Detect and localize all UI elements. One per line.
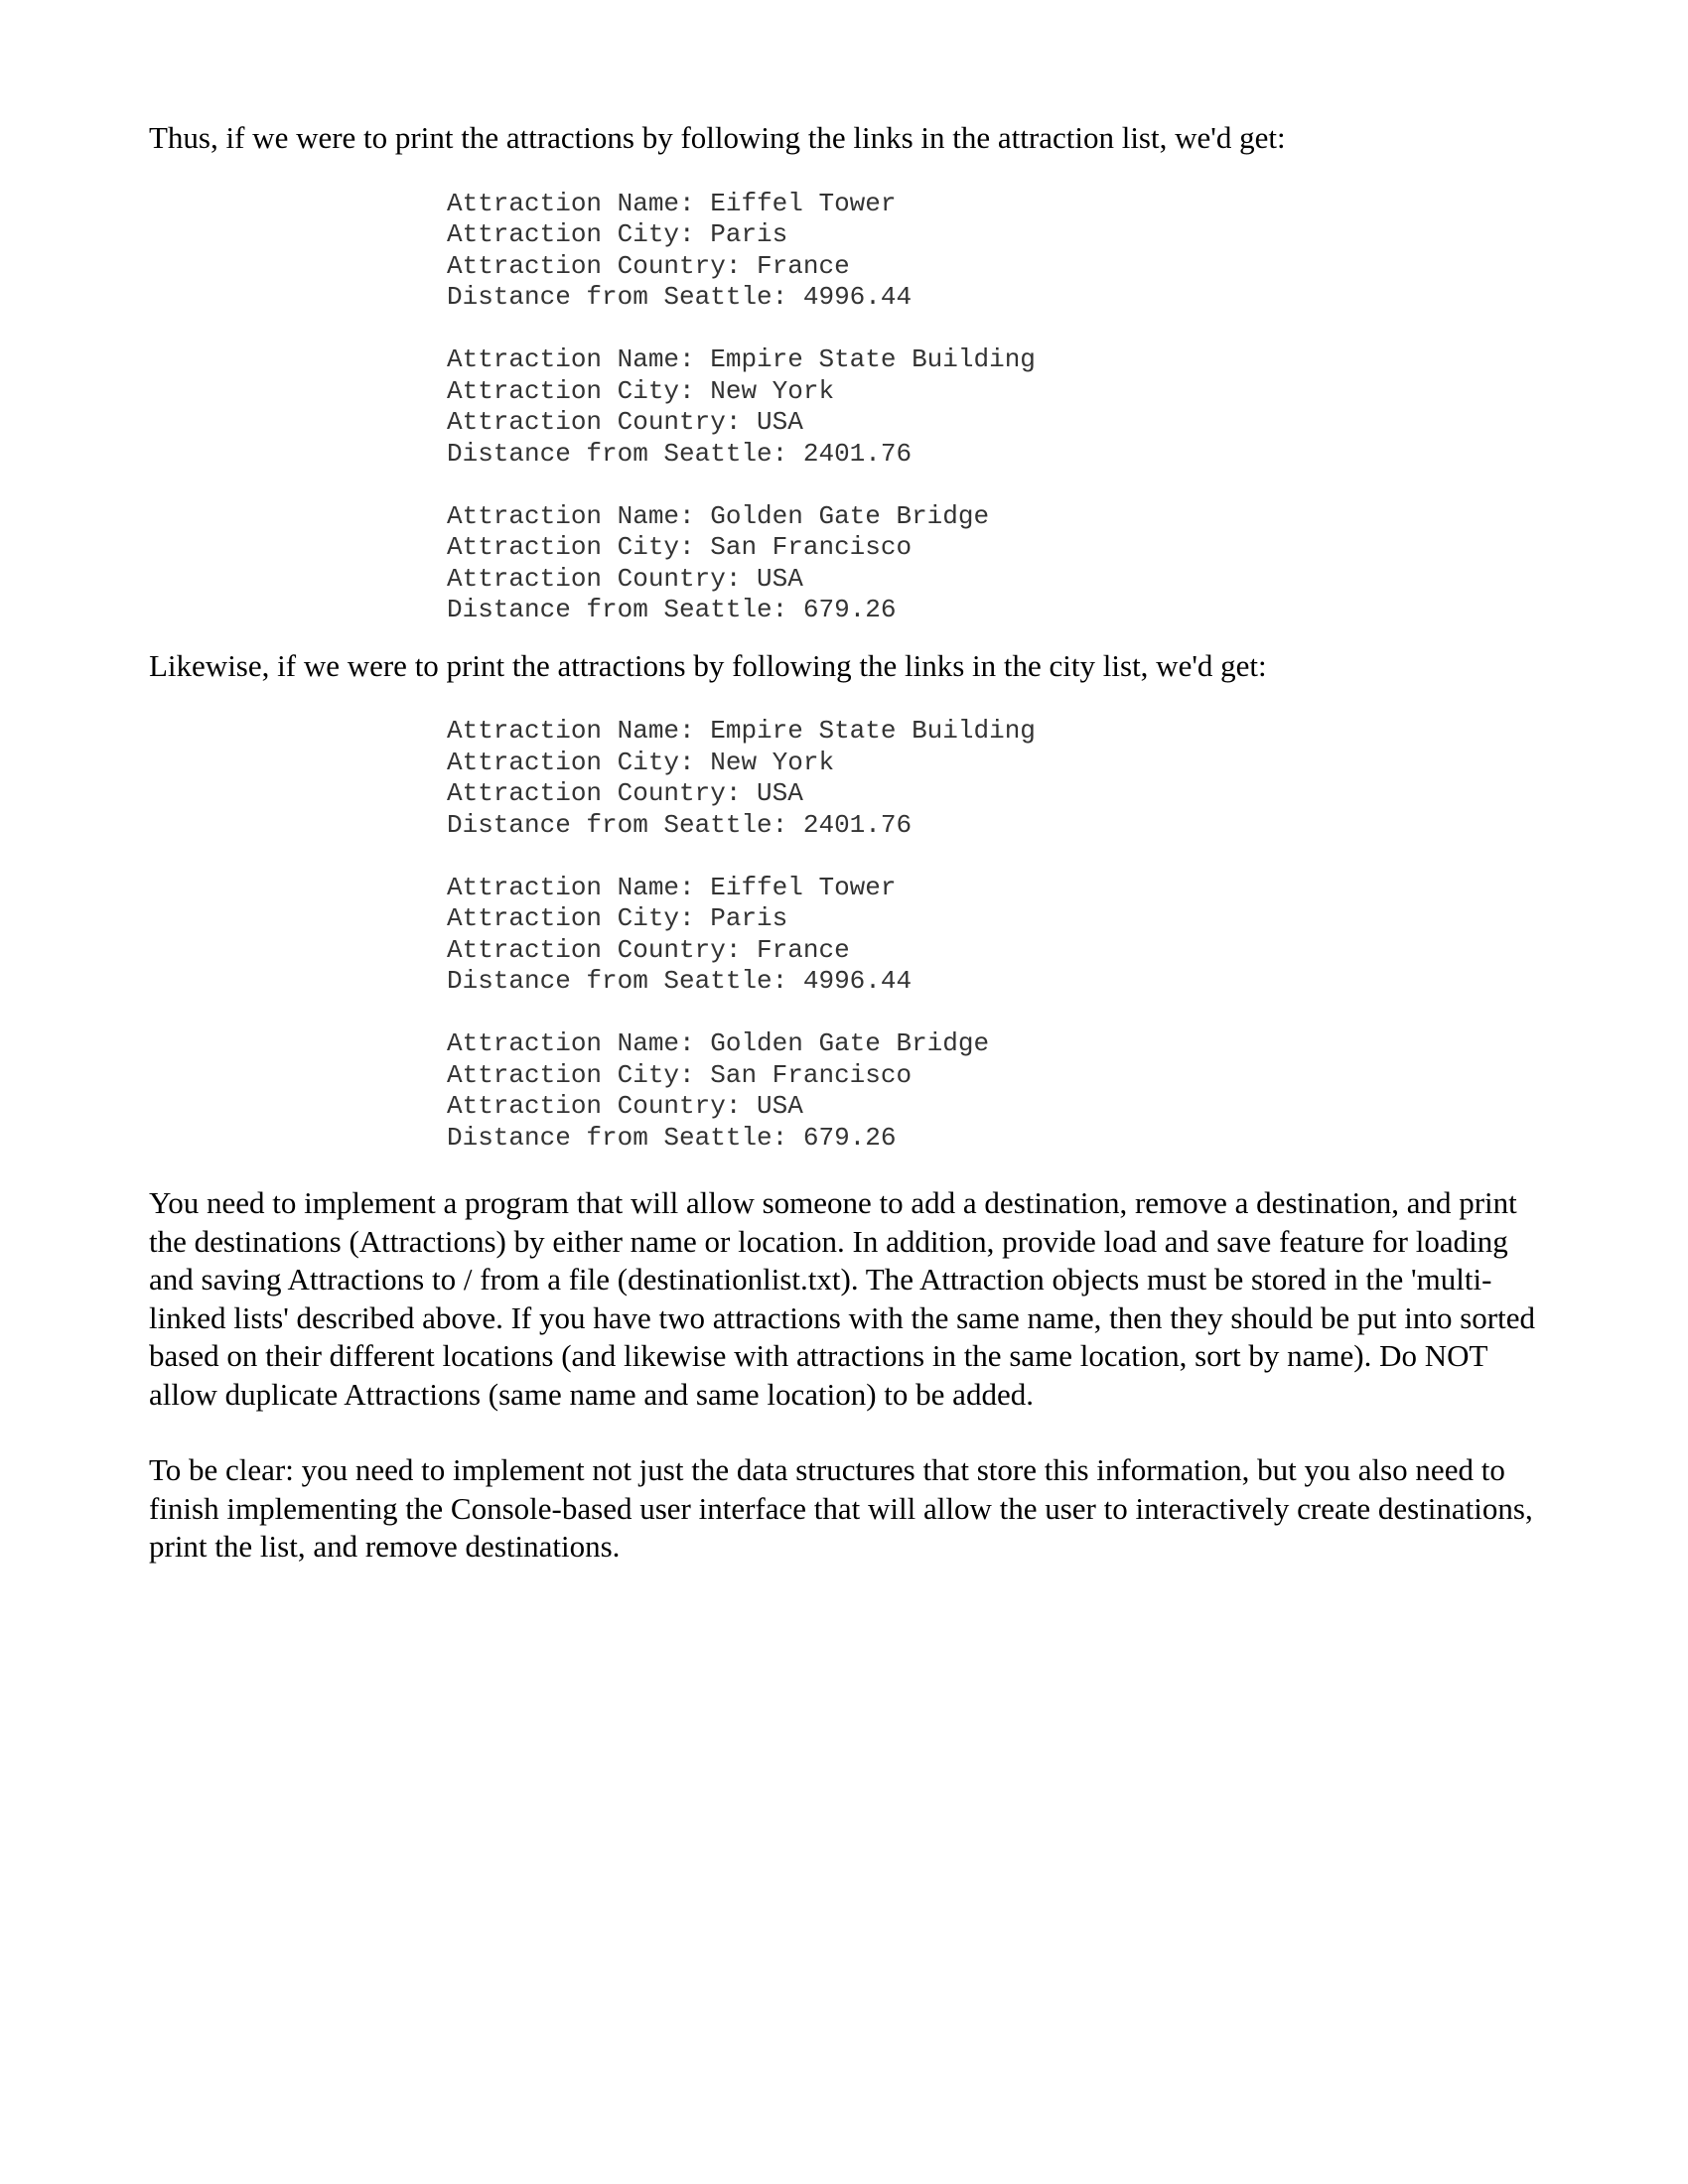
clarification-paragraph: To be clear: you need to implement not just the data structures that store this information, but you also need to finish implementing the Console-based user interface that will allow the user to interactively create destinations, print the list, and remove destinations. <box>149 1452 1533 1564</box>
attraction-record <box>447 344 1549 470</box>
attraction-city-line: Attraction City: New York <box>447 375 835 406</box>
attraction-name-line: Attraction Name: Empire State Building <box>447 716 1036 746</box>
attraction-name-line: Attraction Name: Golden Gate Bridge <box>447 1028 990 1058</box>
attraction-list-output <box>447 189 1549 626</box>
attraction-country-line: Attraction Country: USA <box>447 563 803 594</box>
attraction-record <box>447 1028 1549 1154</box>
requirements-paragraph: You need to implement a program that will allow someone to add a destination, remove a destination, and print the destinations (Attractions) by either name or location. In addition, provide load and save feature for loading and saving Attractions to / from a file (destinationlist.txt). The Attraction objects must be stored in the 'multi-linked lists' described above. If you have two attractions with the same name, then they should be put into sorted based on their different locations (and likewise with attractions in the same location, sort by name). Do NOT allow duplicate Attractions (same name and same location) to be added. <box>149 1185 1535 1412</box>
attraction-name-line: Attraction Name: Eiffel Tower <box>447 188 897 218</box>
attraction-country-line: Attraction Country: USA <box>447 1091 803 1121</box>
attraction-country-line: Attraction Country: France <box>447 250 850 281</box>
intro-city-list-text: Likewise, if we were to print the attractions by following the links in the city list, we'd get: <box>149 647 1267 683</box>
attraction-city-line: Attraction City: Paris <box>447 903 788 933</box>
attraction-city-line: Attraction City: San Francisco <box>447 532 913 562</box>
attraction-name-line: Attraction Name: Eiffel Tower <box>447 872 897 902</box>
attraction-country-line: Attraction Country: USA <box>447 778 803 808</box>
attraction-country-line: Attraction Country: USA <box>447 407 803 437</box>
attraction-record <box>447 501 1549 626</box>
attraction-city-line: Attraction City: San Francisco <box>447 1059 913 1090</box>
attraction-distance-line: Distance from Seattle: 679.26 <box>447 1122 897 1153</box>
attraction-distance-line: Distance from Seattle: 2401.76 <box>447 438 913 469</box>
attraction-record <box>447 873 1549 998</box>
city-list-output <box>447 716 1549 1154</box>
attraction-name-line: Attraction Name: Golden Gate Bridge <box>447 500 990 531</box>
attraction-distance-line: Distance from Seattle: 4996.44 <box>447 966 913 996</box>
attraction-distance-line: Distance from Seattle: 2401.76 <box>447 809 913 840</box>
attraction-distance-line: Distance from Seattle: 679.26 <box>447 595 897 624</box>
attraction-record <box>447 716 1549 841</box>
attraction-country-line: Attraction Country: France <box>447 934 850 965</box>
attraction-record <box>447 189 1549 314</box>
attraction-city-line: Attraction City: Paris <box>447 219 788 249</box>
attraction-distance-line: Distance from Seattle: 4996.44 <box>447 282 913 312</box>
document-page <box>149 119 1549 1567</box>
attraction-name-line: Attraction Name: Empire State Building <box>447 344 1036 374</box>
intro-attraction-list-text: Thus, if we were to print the attractions by following the links in the attraction list, we'd get: <box>149 120 1286 155</box>
attraction-city-line: Attraction City: New York <box>447 747 835 777</box>
